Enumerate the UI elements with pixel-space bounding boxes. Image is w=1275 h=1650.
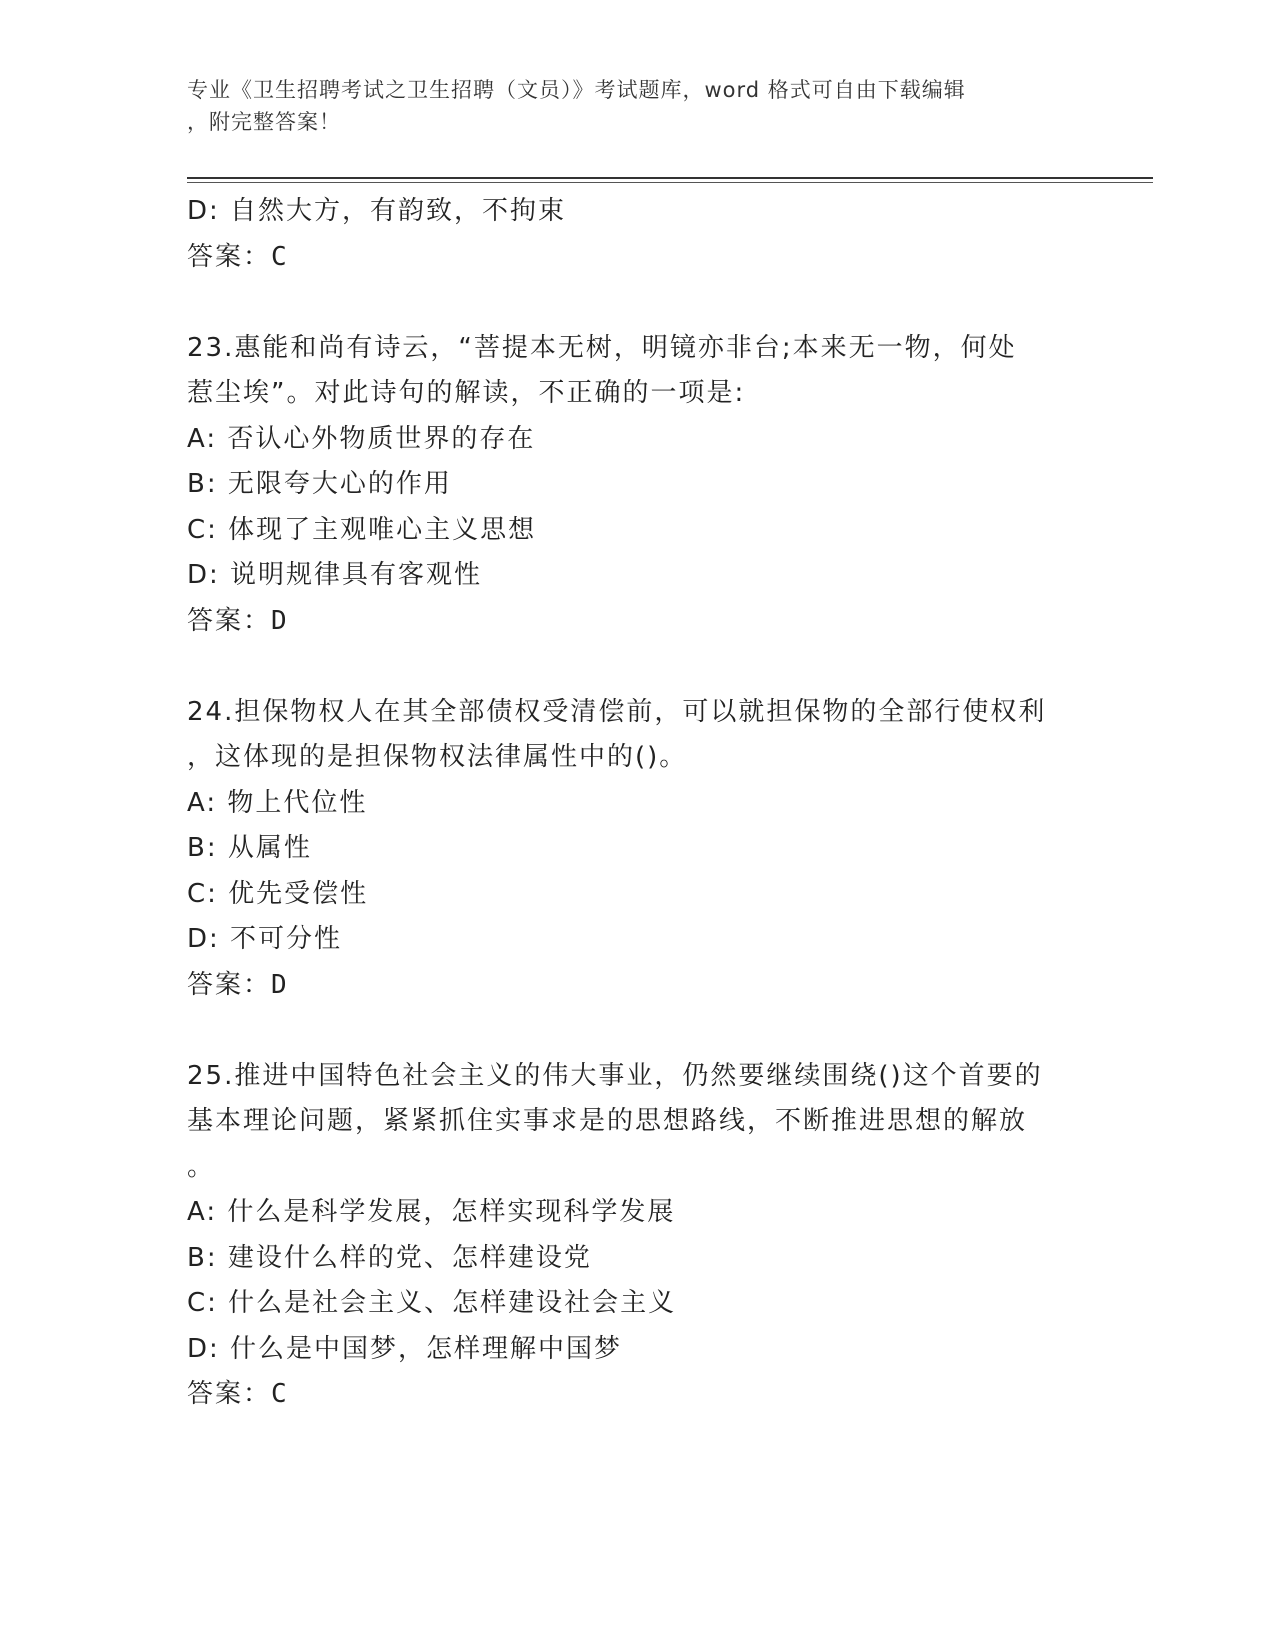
answer-value: C [271,1379,287,1409]
option-c: C: 什么是社会主义、怎样建设社会主义 [187,1288,677,1318]
question-list [187,189,1087,1418]
option-a: A: 什么是科学发展，怎样实现科学发展 [187,1197,676,1227]
answer-label: 答案： [187,241,272,272]
answer-value: C [271,241,287,272]
option-b: B: 无限夸大心的作用 [187,469,452,499]
spacer [187,280,1087,326]
option-b: B: 建设什么样的党、怎样建设党 [187,1242,592,1273]
answer-line [187,963,1087,1009]
header-divider-thick [187,177,1153,179]
question-stem-line-2: ，这体现的是担保物权法律属性中的()。 [187,742,688,772]
option-c: C: 优先受偿性 [187,878,369,909]
header-title-line-2: ，附完整答案！ [187,110,341,134]
answer-label: 答案： [187,605,272,636]
option-d: D: 不可分性 [187,924,343,954]
answer-label: 答案： [187,1379,272,1409]
question-stem-line-2: 惹尘埃”。对此诗句的解读，不正确的一项是: [187,378,746,408]
question-24 [187,690,1087,1009]
question-stem-line-1: 25.推进中国特色社会主义的伟大事业，仍然要继续围绕()这个首要的 [187,1060,1043,1091]
answer-line [187,1372,1087,1418]
question-stem-line-1: 24.担保物权人在其全部债权受清偿前，可以就担保物的全部行使权利 [187,696,1047,727]
question-stem-line-1: 23.惠能和尚有诗云，“菩提本无树，明镜亦非台;本来无一物，何处 [187,332,1017,363]
question-stem-line-3: 。 [187,1151,216,1182]
question-23 [187,326,1087,645]
option-d: D: 说明规律具有客观性 [187,560,483,590]
spacer [187,1008,1087,1054]
previous-question-tail [187,189,1087,280]
header-title-line-1: 专业《卫生招聘考试之卫生招聘（文员）》考试题库，word 格式可自由下载编辑 [187,78,966,102]
option-c: C: 体现了主观唯心主义思想 [187,514,537,545]
document-header [187,74,1067,138]
answer-line [187,235,1087,281]
option-a: A: 物上代位性 [187,787,368,818]
option-d: D: 自然大方，有韵致，不拘束 [187,196,567,226]
header-divider-thin [187,182,1153,183]
question-stem-line-2: 基本理论问题，紧紧抓住实事求是的思想路线，不断推进思想的解放 [187,1106,1028,1136]
spacer [187,644,1087,690]
answer-line [187,599,1087,645]
question-25 [187,1054,1087,1418]
option-a: A: 否认心外物质世界的存在 [187,423,536,454]
answer-value: D [271,969,287,1000]
answer-label: 答案： [187,969,272,1000]
option-b: B: 从属性 [187,833,312,863]
option-d: D: 什么是中国梦，怎样理解中国梦 [187,1333,623,1364]
answer-value: D [271,605,287,636]
